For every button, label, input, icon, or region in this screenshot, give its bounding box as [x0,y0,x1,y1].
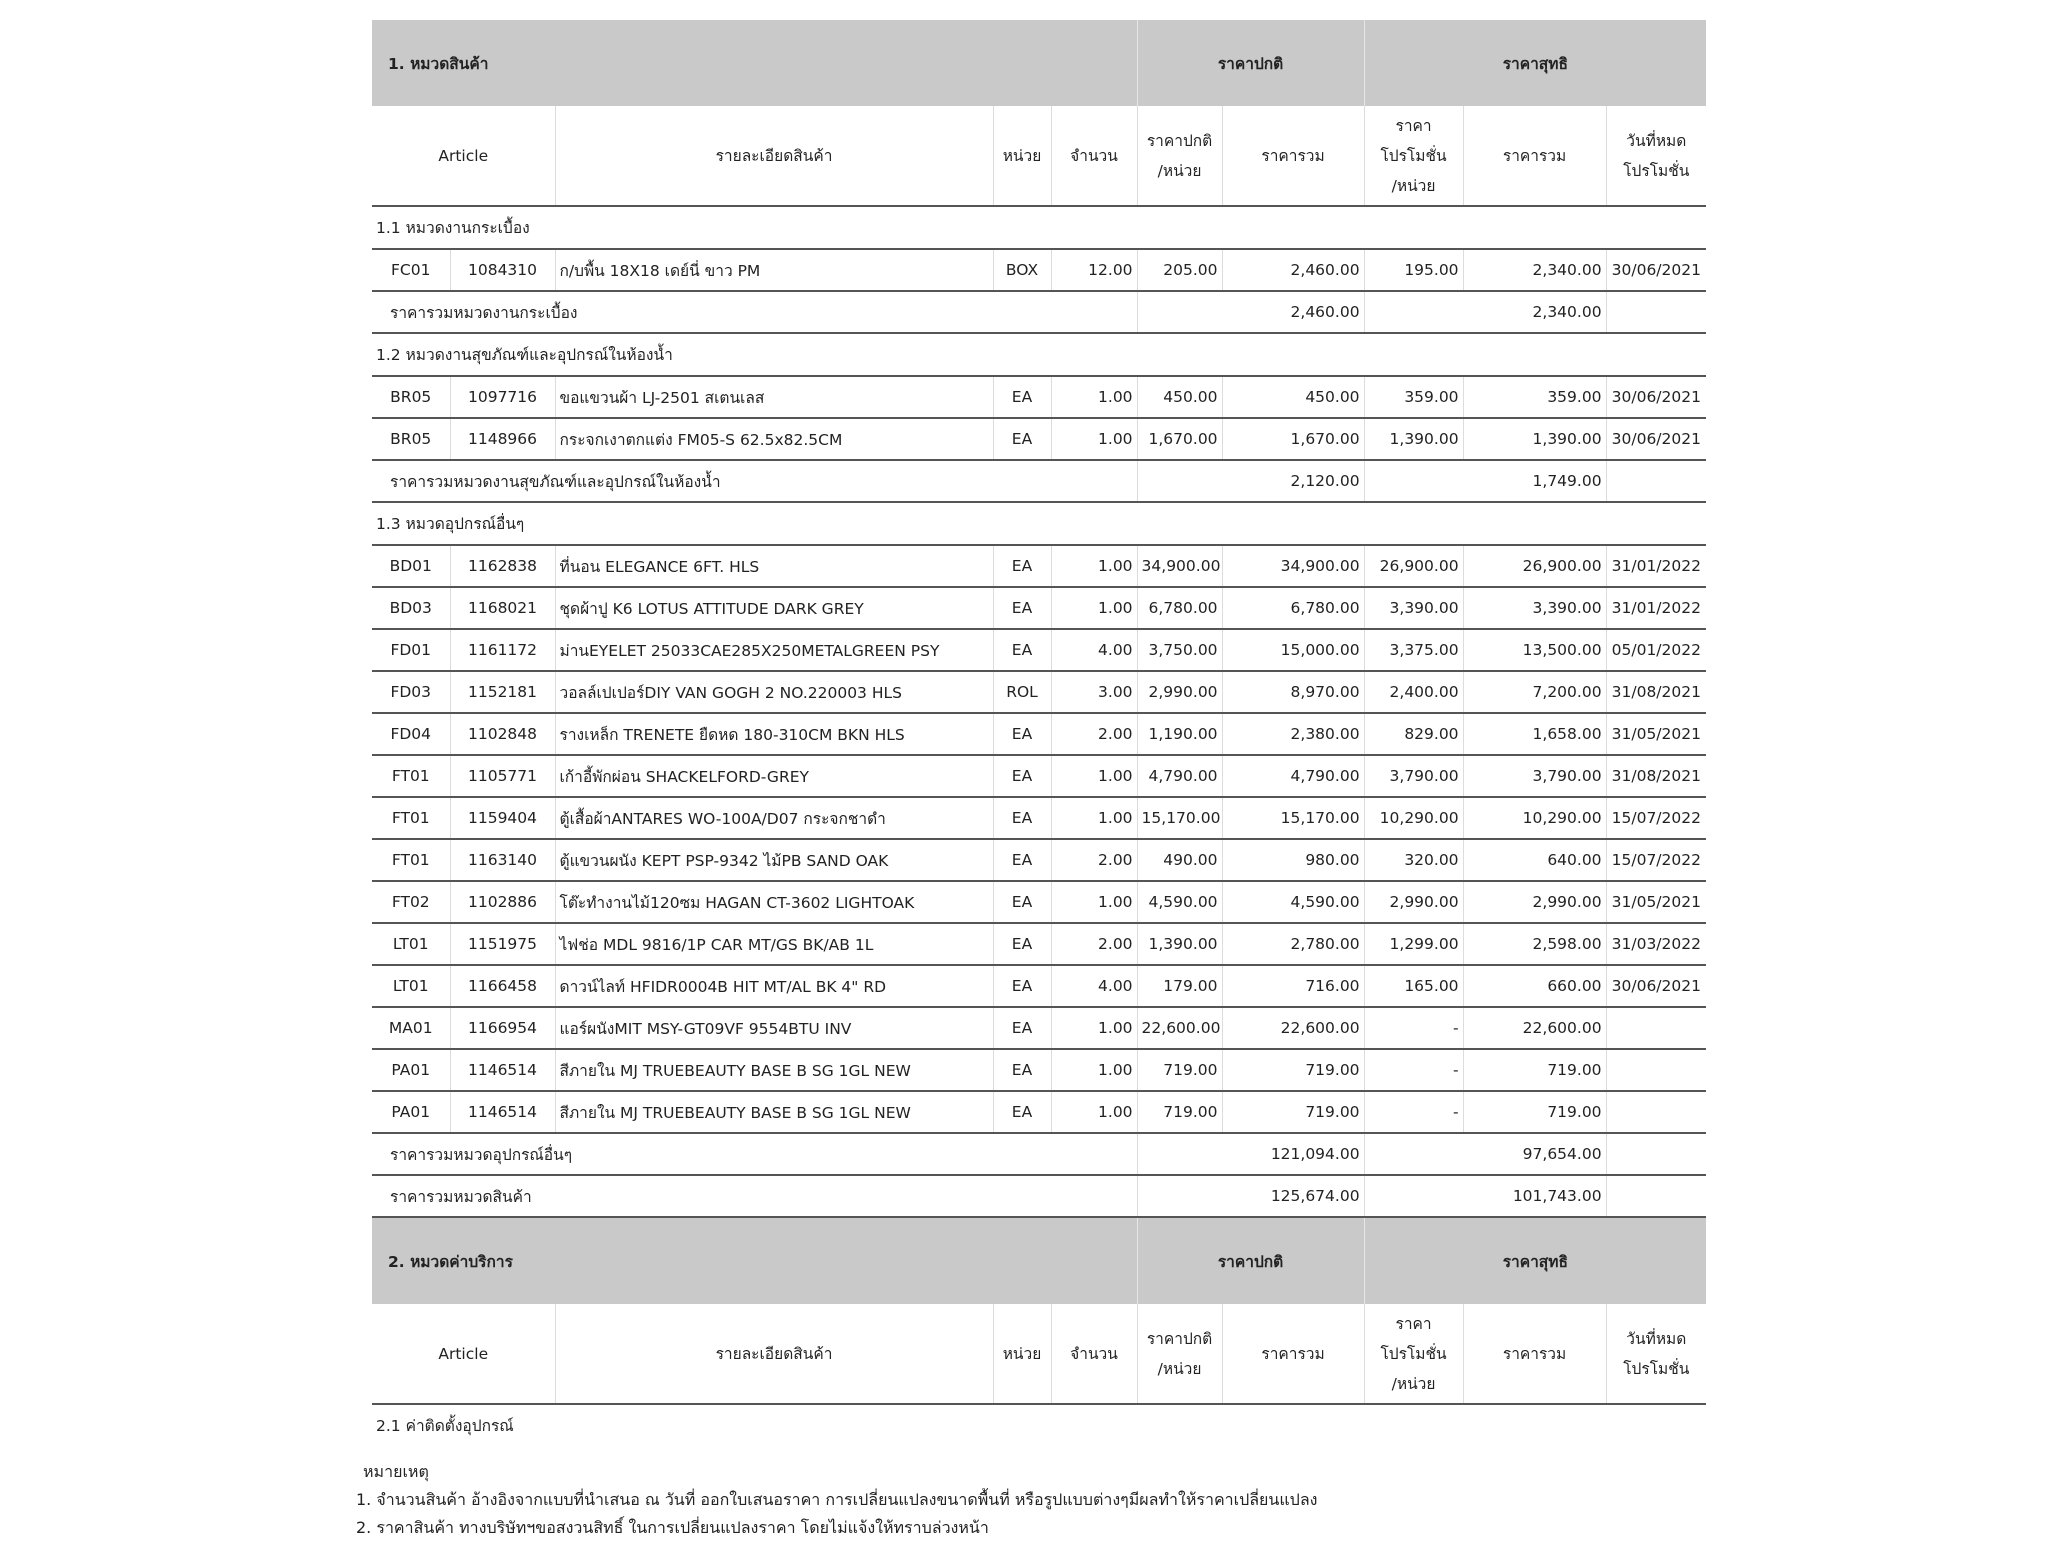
cell-promo-end: 31/08/2021 [1606,671,1706,713]
normal-price-header: ราคาปกติ [1137,20,1364,106]
table-row [372,1049,1706,1091]
cell-unit-price: 34,900.00 [1137,545,1222,587]
notes-title: หมายเหตุ [363,1462,429,1481]
cell-code: FD01 [372,629,450,671]
cell-promo-end: 30/06/2021 [1606,418,1706,460]
cell-article: 1152181 [450,671,555,713]
cell-total: 4,590.00 [1222,881,1364,923]
cell-total: 8,970.00 [1222,671,1364,713]
cell-description: ชุดผ้าปู K6 LOTUS ATTITUDE DARK GREY [555,587,993,629]
col-qty: จำนวน [1051,106,1137,206]
cell-unit: EA [993,1091,1051,1133]
cell-qty: 1.00 [1051,587,1137,629]
cell-unit: EA [993,839,1051,881]
cell-promo-price: 3,375.00 [1364,629,1463,671]
cell-promo-end [1606,1007,1706,1049]
spacer [1606,291,1706,333]
cell-unit-price: 1,190.00 [1137,713,1222,755]
section-total-row [372,1175,1706,1217]
col-article: Article [372,1304,555,1404]
cell-article: 1102886 [450,881,555,923]
cell-description: วอลล์เปเปอร์DIY VAN GOGH 2 NO.220003 HLS [555,671,993,713]
cell-qty: 1.00 [1051,881,1137,923]
quotation-table [372,20,1706,1446]
cell-promo-price: - [1364,1007,1463,1049]
cell-promo-total: 640.00 [1463,839,1606,881]
cell-unit-price: 2,990.00 [1137,671,1222,713]
net-price-header: ราคาสุทธิ [1364,20,1706,106]
table-row [372,923,1706,965]
cell-unit: EA [993,629,1051,671]
col-unit: หน่วย [993,1304,1051,1404]
category-subtotal-row [372,291,1706,333]
cell-unit: EA [993,923,1051,965]
cell-code: FT01 [372,797,450,839]
cell-promo-end: 30/06/2021 [1606,965,1706,1007]
cell-promo-price: 1,299.00 [1364,923,1463,965]
cell-promo-total: 13,500.00 [1463,629,1606,671]
cell-promo-price: 2,990.00 [1364,881,1463,923]
section-title: 1. หมวดสินค้า [372,20,1137,106]
category-title: 1.2 หมวดงานสุขภัณฑ์และอุปกรณ์ในห้องน้ำ [372,333,1706,376]
cell-unit-price: 15,170.00 [1137,797,1222,839]
cell-qty: 2.00 [1051,713,1137,755]
col-total: ราคารวม [1222,1304,1364,1404]
subtotal-value: 2,460.00 [1222,291,1364,333]
col-promo-price-line: ราคา [1395,116,1432,135]
cell-code: MA01 [372,1007,450,1049]
cell-unit-price: 4,790.00 [1137,755,1222,797]
cell-code: BR05 [372,418,450,460]
table-row [372,839,1706,881]
cell-article: 1159404 [450,797,555,839]
cell-qty: 12.00 [1051,249,1137,291]
cell-promo-price: - [1364,1049,1463,1091]
cell-article: 1163140 [450,839,555,881]
table-row [372,418,1706,460]
cell-unit: EA [993,1007,1051,1049]
cell-description: ตู้เสื้อผ้าANTARES WO-100A/D07 กระจกชาดำ [555,797,993,839]
table-row [372,376,1706,418]
promo-subtotal-value: 1,749.00 [1463,460,1606,502]
col-unit-price-line: ราคาปกติ [1146,1329,1213,1348]
category-row [372,502,1706,545]
col-unit: หน่วย [993,106,1051,206]
spacer [1364,291,1463,333]
col-qty: จำนวน [1051,1304,1137,1404]
cell-unit-price: 490.00 [1137,839,1222,881]
col-promo-end-line: วันที่หมด [1626,131,1687,150]
cell-article: 1146514 [450,1049,555,1091]
col-unit-price [1137,1304,1222,1404]
cell-article: 1168021 [450,587,555,629]
col-promo-total: ราคารวม [1463,106,1606,206]
cell-promo-end: 31/05/2021 [1606,713,1706,755]
table-row [372,629,1706,671]
subtotal-label: ราคารวมหมวดอุปกรณ์อื่นๆ [372,1133,1137,1175]
cell-promo-end: 15/07/2022 [1606,797,1706,839]
cell-promo-total: 7,200.00 [1463,671,1606,713]
cell-code: FT01 [372,755,450,797]
table-row [372,545,1706,587]
cell-qty: 1.00 [1051,1007,1137,1049]
cell-total: 980.00 [1222,839,1364,881]
spacer [1137,460,1222,502]
col-unit-price-line: /หน่วย [1157,1359,1202,1378]
cell-promo-price: 320.00 [1364,839,1463,881]
cell-promo-price: - [1364,1091,1463,1133]
col-promo-price-line: โปรโมชั่น [1380,146,1447,165]
spacer [1606,1175,1706,1217]
cell-code: BD03 [372,587,450,629]
table-row [372,881,1706,923]
cell-code: LT01 [372,965,450,1007]
cell-promo-price: 2,400.00 [1364,671,1463,713]
cell-qty: 4.00 [1051,965,1137,1007]
cell-promo-total: 10,290.00 [1463,797,1606,839]
cell-promo-end: 31/01/2022 [1606,587,1706,629]
table-row [372,587,1706,629]
category-row [372,1404,1706,1446]
cell-promo-total: 3,390.00 [1463,587,1606,629]
promo-subtotal-value: 101,743.00 [1463,1175,1606,1217]
cell-description: โต๊ะทำงานไม้120ซม HAGAN CT-3602 LIGHTOAK [555,881,993,923]
cell-promo-end: 30/06/2021 [1606,249,1706,291]
col-promo-end [1606,106,1706,206]
cell-total: 34,900.00 [1222,545,1364,587]
spacer [1364,1175,1463,1217]
cell-code: BD01 [372,545,450,587]
cell-promo-end: 31/01/2022 [1606,545,1706,587]
cell-code: PA01 [372,1091,450,1133]
cell-qty: 1.00 [1051,376,1137,418]
cell-unit-price: 22,600.00 [1137,1007,1222,1049]
category-subtotal-row [372,1133,1706,1175]
cell-unit: EA [993,881,1051,923]
cell-article: 1148966 [450,418,555,460]
category-title: 1.3 หมวดอุปกรณ์อื่นๆ [372,502,1706,545]
cell-total: 2,460.00 [1222,249,1364,291]
subtotal-label: ราคารวมหมวดงานสุขภัณฑ์และอุปกรณ์ในห้องน้ำ [372,460,1137,502]
cell-qty: 1.00 [1051,418,1137,460]
cell-unit-price: 450.00 [1137,376,1222,418]
section-title: 2. หมวดค่าบริการ [372,1217,1137,1304]
col-promo-end [1606,1304,1706,1404]
quotation-body [372,20,1706,1446]
cell-promo-total: 2,340.00 [1463,249,1606,291]
cell-code: FD04 [372,713,450,755]
cell-description: ที่นอน ELEGANCE 6FT. HLS [555,545,993,587]
notes [356,1458,1317,1542]
cell-promo-end: 05/01/2022 [1606,629,1706,671]
cell-unit-price: 1,390.00 [1137,923,1222,965]
note-line: 2. ราคาสินค้า ทางบริษัทฯขอสงวนสิทธิ์ ในการเปลี่ยนแปลงราคา โดยไม่แจ้งให้ทราบล่วงหน้า [356,1518,989,1537]
cell-promo-end: 30/06/2021 [1606,376,1706,418]
col-total: ราคารวม [1222,106,1364,206]
section-header [372,1217,1706,1304]
cell-description: เก้าอี้พักผ่อน SHACKELFORD-GREY [555,755,993,797]
table-row [372,713,1706,755]
cell-unit: BOX [993,249,1051,291]
cell-qty: 1.00 [1051,1049,1137,1091]
table-row [372,965,1706,1007]
spacer [1137,1133,1222,1175]
cell-promo-end [1606,1049,1706,1091]
column-header-row [372,106,1706,206]
cell-description: ดาวน์ไลท์ HFIDR0004B HIT MT/AL BK 4" RD [555,965,993,1007]
cell-description: ไฟช่อ MDL 9816/1P CAR MT/GS BK/AB 1L [555,923,993,965]
cell-article: 1102848 [450,713,555,755]
spacer [1364,460,1463,502]
cell-article: 1097716 [450,376,555,418]
cell-promo-total: 2,990.00 [1463,881,1606,923]
cell-description: สีภายใน MJ TRUEBEAUTY BASE B SG 1GL NEW [555,1049,993,1091]
cell-article: 1161172 [450,629,555,671]
cell-unit-price: 719.00 [1137,1049,1222,1091]
col-promo-end-line: โปรโมชั่น [1623,1359,1690,1378]
cell-total: 2,380.00 [1222,713,1364,755]
cell-unit-price: 6,780.00 [1137,587,1222,629]
col-promo-price-line: /หน่วย [1391,176,1436,195]
col-unit-price [1137,106,1222,206]
cell-promo-end [1606,1091,1706,1133]
cell-unit-price: 1,670.00 [1137,418,1222,460]
cell-description: กระจกเงาตกแต่ง FM05-S 62.5x82.5CM [555,418,993,460]
cell-total: 15,000.00 [1222,629,1364,671]
cell-qty: 2.00 [1051,923,1137,965]
col-promo-total: ราคารวม [1463,1304,1606,1404]
col-promo-end-line: โปรโมชั่น [1623,161,1690,180]
col-unit-price-line: ราคาปกติ [1146,131,1213,150]
cell-qty: 2.00 [1051,839,1137,881]
cell-code: BR05 [372,376,450,418]
cell-unit: EA [993,1049,1051,1091]
cell-unit-price: 4,590.00 [1137,881,1222,923]
col-promo-end-line: วันที่หมด [1626,1329,1687,1348]
cell-unit: EA [993,965,1051,1007]
cell-unit: EA [993,545,1051,587]
cell-promo-price: 10,290.00 [1364,797,1463,839]
cell-code: PA01 [372,1049,450,1091]
cell-article: 1084310 [450,249,555,291]
cell-qty: 1.00 [1051,755,1137,797]
category-row [372,206,1706,249]
cell-unit-price: 719.00 [1137,1091,1222,1133]
cell-description: สีภายใน MJ TRUEBEAUTY BASE B SG 1GL NEW [555,1091,993,1133]
spacer [1137,291,1222,333]
col-promo-price-line: โปรโมชั่น [1380,1344,1447,1363]
cell-qty: 1.00 [1051,545,1137,587]
cell-unit: ROL [993,671,1051,713]
subtotal-value: 121,094.00 [1222,1133,1364,1175]
cell-article: 1166954 [450,1007,555,1049]
col-article: Article [372,106,555,206]
category-title: 1.1 หมวดงานกระเบื้อง [372,206,1706,249]
cell-total: 22,600.00 [1222,1007,1364,1049]
cell-promo-end: 31/08/2021 [1606,755,1706,797]
cell-total: 716.00 [1222,965,1364,1007]
col-promo-price-line: /หน่วย [1391,1374,1436,1393]
cell-description: ขอแขวนผ้า LJ-2501 สเตนเลส [555,376,993,418]
cell-promo-price: 829.00 [1364,713,1463,755]
col-promo-price-line: ราคา [1395,1314,1432,1333]
cell-article: 1162838 [450,545,555,587]
note-line: 1. จำนวนสินค้า อ้างอิงจากแบบที่นำเสนอ ณ วันที่ ออกใบเสนอราคา การเปลี่ยนแปลงขนาดพื้นที่ หรือรูปแบบต่างๆมีผลทำให้ราคาเปลี่ยนแปลง [356,1490,1318,1509]
cell-promo-total: 719.00 [1463,1091,1606,1133]
cell-promo-total: 2,598.00 [1463,923,1606,965]
cell-unit-price: 179.00 [1137,965,1222,1007]
cell-unit: EA [993,713,1051,755]
table-row [372,249,1706,291]
cell-article: 1146514 [450,1091,555,1133]
cell-description: รางเหล็ก TRENETE ยืดหด 180-310CM BKN HLS [555,713,993,755]
column-header-row [372,1304,1706,1404]
cell-promo-total: 26,900.00 [1463,545,1606,587]
cell-article: 1105771 [450,755,555,797]
cell-unit: EA [993,376,1051,418]
subtotal-value: 2,120.00 [1222,460,1364,502]
cell-promo-end: 31/05/2021 [1606,881,1706,923]
cell-total: 719.00 [1222,1049,1364,1091]
table-row [372,671,1706,713]
spacer [1606,1133,1706,1175]
cell-description: ม่านEYELET 25033CAE285X250METALGREEN PSY [555,629,993,671]
spacer [1137,1175,1222,1217]
promo-subtotal-value: 97,654.00 [1463,1133,1606,1175]
cell-promo-total: 1,390.00 [1463,418,1606,460]
cell-code: FC01 [372,249,450,291]
cell-qty: 1.00 [1051,797,1137,839]
cell-total: 719.00 [1222,1091,1364,1133]
cell-total: 450.00 [1222,376,1364,418]
cell-promo-total: 660.00 [1463,965,1606,1007]
cell-description: แอร์ผนังMIT MSY-GT09VF 9554BTU INV [555,1007,993,1049]
table-row [372,755,1706,797]
cell-unit: EA [993,755,1051,797]
subtotal-label: ราคารวมหมวดงานกระเบื้อง [372,291,1137,333]
cell-code: FT01 [372,839,450,881]
net-price-header: ราคาสุทธิ [1364,1217,1706,1304]
cell-code: FD03 [372,671,450,713]
cell-promo-price: 3,790.00 [1364,755,1463,797]
col-description: รายละเอียดสินค้า [555,106,993,206]
cell-promo-price: 195.00 [1364,249,1463,291]
cell-promo-total: 359.00 [1463,376,1606,418]
cell-total: 1,670.00 [1222,418,1364,460]
cell-promo-total: 3,790.00 [1463,755,1606,797]
cell-total: 2,780.00 [1222,923,1364,965]
cell-qty: 3.00 [1051,671,1137,713]
cell-promo-end: 31/03/2022 [1606,923,1706,965]
category-row [372,333,1706,376]
cell-article: 1166458 [450,965,555,1007]
cell-qty: 1.00 [1051,1091,1137,1133]
cell-unit-price: 205.00 [1137,249,1222,291]
cell-promo-price: 26,900.00 [1364,545,1463,587]
table-row [372,1091,1706,1133]
table-row [372,1007,1706,1049]
table-row [372,797,1706,839]
category-subtotal-row [372,460,1706,502]
cell-promo-total: 719.00 [1463,1049,1606,1091]
cell-unit: EA [993,797,1051,839]
col-promo-price [1364,106,1463,206]
subtotal-label: ราคารวมหมวดสินค้า [372,1175,1137,1217]
cell-qty: 4.00 [1051,629,1137,671]
section-header [372,20,1706,106]
cell-promo-price: 165.00 [1364,965,1463,1007]
cell-article: 1151975 [450,923,555,965]
subtotal-value: 125,674.00 [1222,1175,1364,1217]
cell-description: ก/บพื้น 18X18 เดย์นี่ ขาว PM [555,249,993,291]
cell-unit: EA [993,587,1051,629]
cell-total: 15,170.00 [1222,797,1364,839]
col-promo-price [1364,1304,1463,1404]
cell-description: ตู้แขวนผนัง KEPT PSP-9342 ไม้PB SAND OAK [555,839,993,881]
cell-promo-price: 359.00 [1364,376,1463,418]
cell-promo-price: 3,390.00 [1364,587,1463,629]
col-description: รายละเอียดสินค้า [555,1304,993,1404]
cell-unit: EA [993,418,1051,460]
cell-promo-end: 15/07/2022 [1606,839,1706,881]
spacer [1606,460,1706,502]
cell-total: 4,790.00 [1222,755,1364,797]
cell-promo-total: 22,600.00 [1463,1007,1606,1049]
normal-price-header: ราคาปกติ [1137,1217,1364,1304]
cell-code: LT01 [372,923,450,965]
cell-unit-price: 3,750.00 [1137,629,1222,671]
category-title: 2.1 ค่าติดตั้งอุปกรณ์ [376,1417,514,1435]
promo-subtotal-value: 2,340.00 [1463,291,1606,333]
cell-total: 6,780.00 [1222,587,1364,629]
cell-promo-price: 1,390.00 [1364,418,1463,460]
spacer [1364,1133,1463,1175]
cell-code: FT02 [372,881,450,923]
col-unit-price-line: /หน่วย [1157,161,1202,180]
cell-promo-total: 1,658.00 [1463,713,1606,755]
